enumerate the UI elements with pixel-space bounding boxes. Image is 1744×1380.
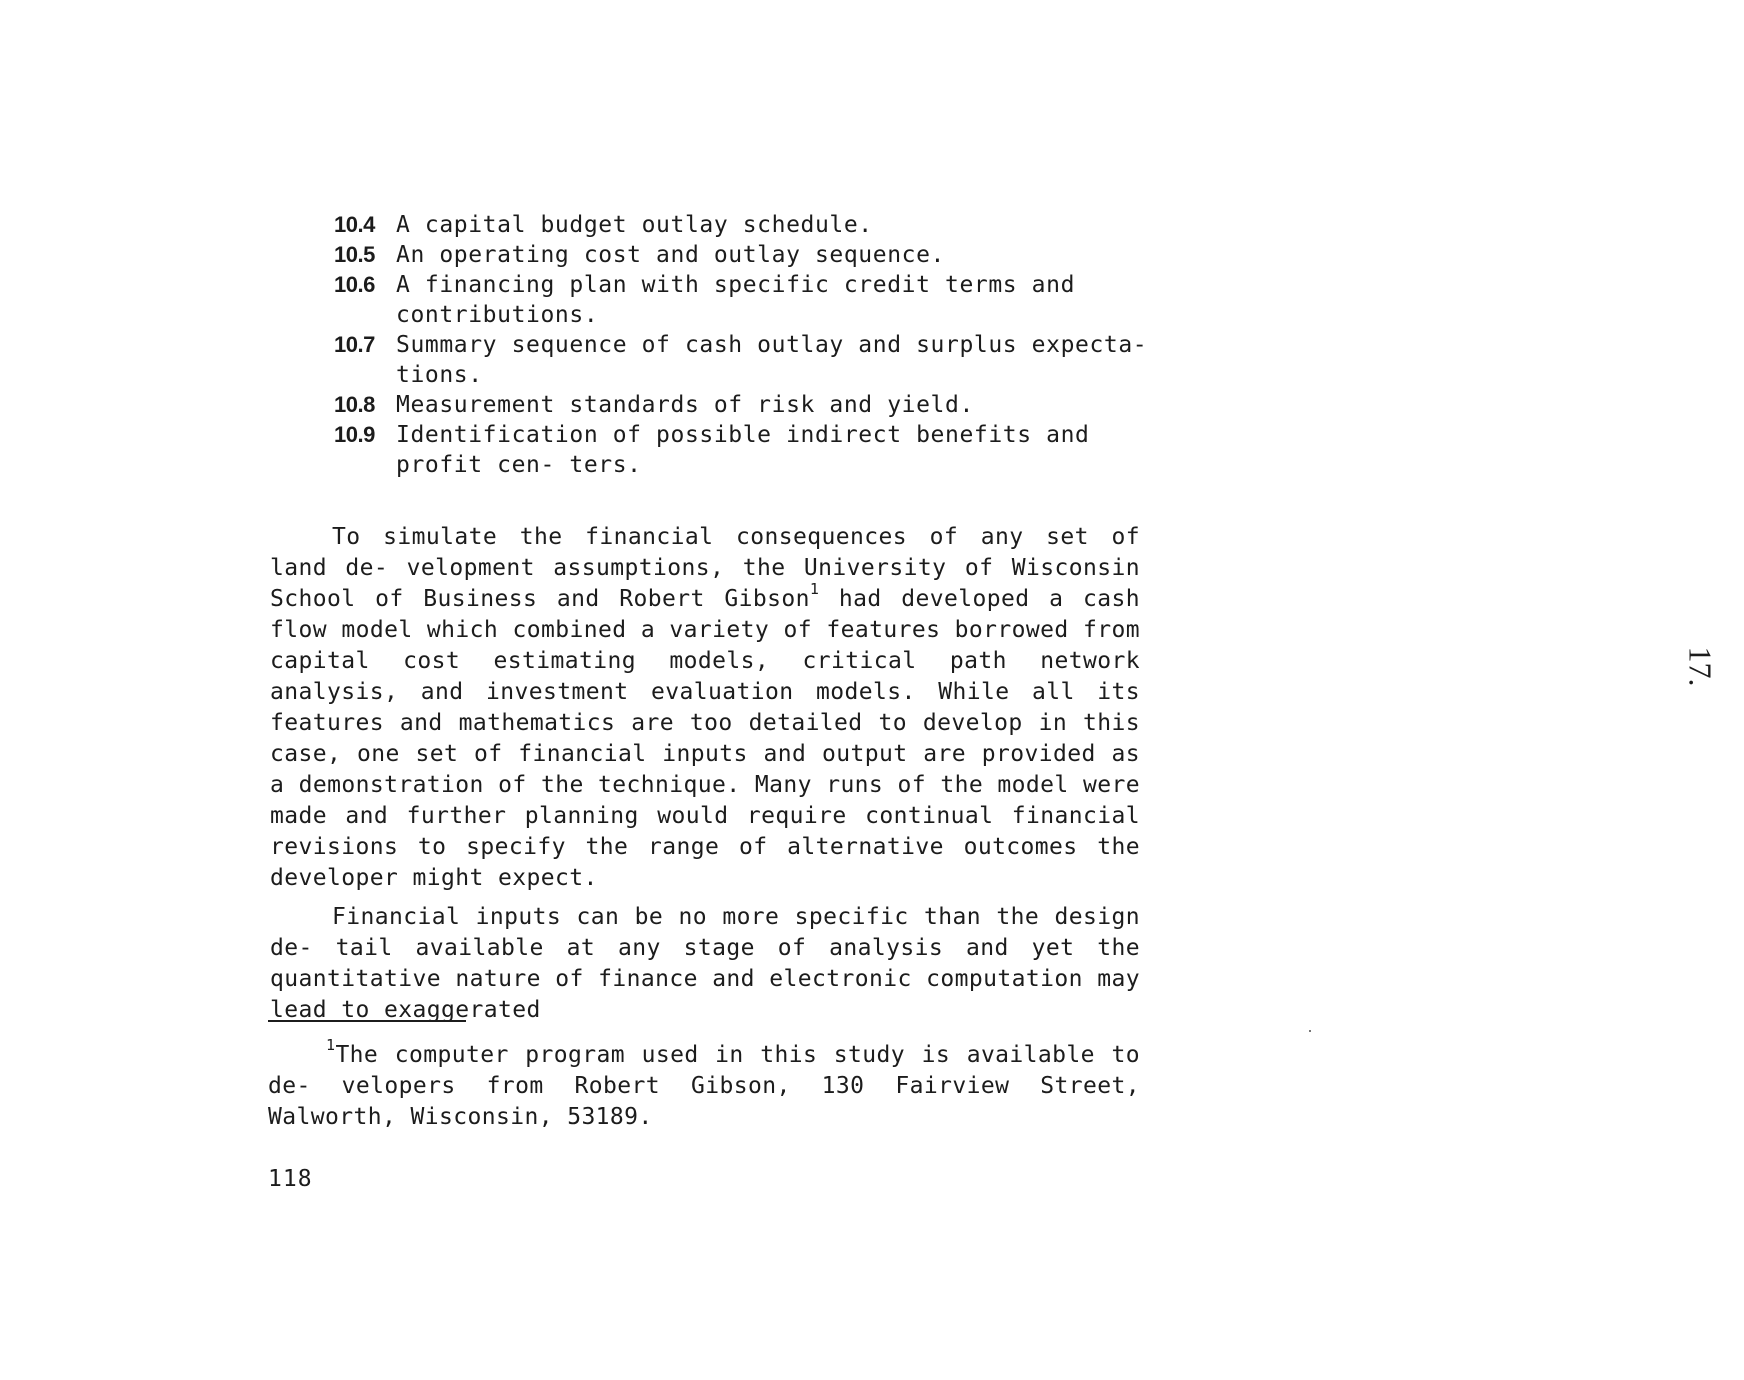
footnote — [268, 1036, 1140, 1133]
body-paragraph — [270, 522, 1140, 894]
list-item-text: A capital budget outlay schedule. — [396, 212, 873, 238]
list-item-text: A financing plan with specific credit terms and contributions. — [396, 272, 1076, 328]
list-item — [334, 210, 1154, 240]
list-item-text: An operating cost and outlay sequence. — [396, 242, 945, 268]
list-item-number: 10.9 — [334, 422, 375, 447]
list-item — [334, 240, 1154, 270]
numbered-list — [334, 210, 1154, 480]
body-paragraph: Financial inputs can be no more specific than the design de- tail available at any stage of analysis and yet the quantitative nature of finance and electronic computation may lead to exaggerated — [270, 904, 1140, 1023]
footnote-text: The computer program used in this study is available to de- velopers from Robert Gibson, 130 Fairview Street, Walworth, Wisconsin, 53189. — [268, 1042, 1140, 1130]
paragraph-text-continued: had developed a cash flow model which combined a variety of features borrowed from capital cost estimating models, critical path network analysis, and investment evaluation models. While all its features and mathematics are too detailed to develop in this case, one set of financial inputs and output are provided as a demonstration of the technique. Many runs of the model were made and further planning would require continual financial revisions to specify the range of alternative outcomes the developer might expect. — [270, 586, 1140, 891]
list-item — [334, 330, 1154, 390]
list-item-number: 10.5 — [334, 242, 375, 267]
list-item-text: Measurement standards of risk and yield. — [396, 392, 974, 418]
paragraph-text: To simulate the financial consequences of any set of land de- velopment assumptions, the University of Wisconsin School of Business and Robert Gibson — [270, 524, 1140, 612]
footnote-mark: 1 — [326, 1036, 336, 1055]
list-item-number: 10.8 — [334, 392, 375, 417]
list-item-number: 10.6 — [334, 272, 375, 297]
list-item-number: 10.4 — [334, 212, 375, 237]
footnote-divider — [268, 1020, 466, 1022]
list-item — [334, 270, 1154, 330]
list-item — [334, 390, 1154, 420]
list-item-text: Summary sequence of cash outlay and surplus expecta- tions. — [396, 332, 1148, 388]
list-item-number: 10.7 — [334, 332, 375, 357]
footnote-reference: 1 — [809, 580, 820, 599]
scan-speck — [1309, 1030, 1311, 1032]
list-item — [334, 420, 1154, 480]
page-number: 118 — [268, 1166, 313, 1192]
list-item-text: Identification of possible indirect benefits and profit cen- ters. — [396, 422, 1090, 478]
rotated-page-marker: 17. — [1682, 646, 1719, 687]
